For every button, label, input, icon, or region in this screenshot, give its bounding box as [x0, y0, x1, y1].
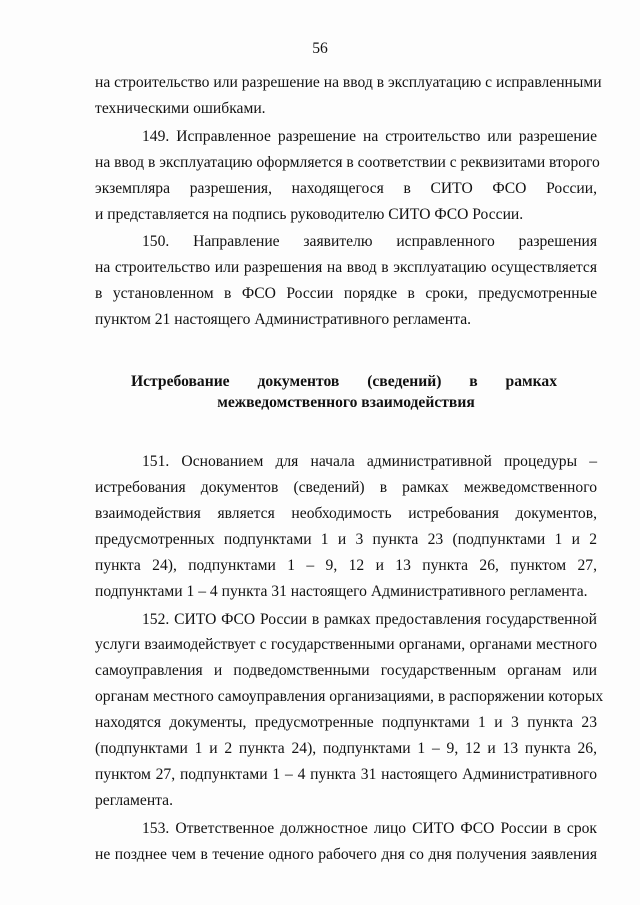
- text-line: на ввод в эксплуатацию оформляется в соответствии с реквизитами второго: [95, 153, 600, 171]
- bottom-paragraphs: [95, 449, 604, 868]
- text-line: взаимодействия является необходимость истребования документов,: [95, 504, 597, 522]
- top-paragraphs: [95, 70, 602, 333]
- page-number: 56: [312, 40, 328, 57]
- text-line: услуги взаимодействует с государственными органами, органами местного: [95, 636, 597, 654]
- text-line: истребования документов (сведений) в рамках межведомственного: [95, 478, 597, 496]
- text-line: 149. Исправленное разрешение на строительство или разрешение: [142, 127, 597, 145]
- text-line: на строительство или разрешения на ввод в эксплуатацию осуществляется: [95, 259, 597, 277]
- text-line: и представляется на подпись руководителю СИТО ФСО России.: [95, 205, 524, 223]
- text-line: 153. Ответственное должностное лицо СИТО ФСО России в срок: [142, 819, 597, 837]
- page-content: [95, 70, 604, 870]
- text-line: органам местного самоуправления организациями, в распоряжении которых: [95, 688, 604, 706]
- text-line: в установленном в ФСО России порядке в сроки, предусмотренные: [95, 285, 597, 303]
- text-line: предусмотренных подпунктами 1 и 3 пункта 23 (подпунктами 1 и 2: [95, 530, 597, 548]
- text-line: пункта 24), подпунктами 1 – 9, 12 и 13 пункта 26, пунктом 27,: [95, 556, 597, 574]
- text-line: (подпунктами 1 и 2 пункта 24), подпунктами 1 – 9, 12 и 13 пункта 26,: [95, 740, 597, 758]
- section-heading: [95, 371, 597, 413]
- text-line: регламента.: [95, 791, 173, 809]
- text-line: самоуправления и подведомственными государственным органам или: [95, 662, 597, 680]
- paragraph-p151: [95, 449, 597, 604]
- text-line: пунктом 27, подпунктами 1 – 4 пункта 31 настоящего Административного: [95, 765, 597, 783]
- paragraph-p153: [95, 816, 597, 868]
- text-line: не позднее чем в течение одного рабочего дня со дня получения заявления: [95, 845, 597, 863]
- section-heading-line-1: Истребование документов (сведений) в рамках: [131, 373, 557, 391]
- paragraph-cont: [95, 70, 602, 122]
- text-line: 151. Основанием для начала административной процедуры –: [142, 453, 597, 471]
- text-line: на строительство или разрешение на ввод в эксплуатацию с исправленными: [95, 74, 602, 91]
- text-line: подпунктами 1 – 4 пункта 31 настоящего Административного регламента.: [95, 582, 588, 600]
- paragraph-p152: [95, 607, 604, 814]
- text-line: находятся документы, предусмотренные подпунктами 1 и 3 пункта 23: [95, 714, 597, 732]
- text-line: экземпляра разрешения, находящегося в СИТО ФСО России,: [95, 179, 597, 197]
- paragraph-p149: [95, 124, 600, 228]
- text-line: техническими ошибками.: [95, 99, 266, 117]
- text-line: 152. СИТО ФСО России в рамках предоставления государственной: [142, 610, 597, 628]
- section-heading-line-2: межведомственного взаимодействия: [217, 394, 475, 412]
- text-line: пунктом 21 настоящего Административного регламента.: [95, 311, 472, 329]
- text-line: 150. Направление заявителю исправленного разрешения: [142, 233, 597, 251]
- paragraph-p150: [95, 229, 597, 333]
